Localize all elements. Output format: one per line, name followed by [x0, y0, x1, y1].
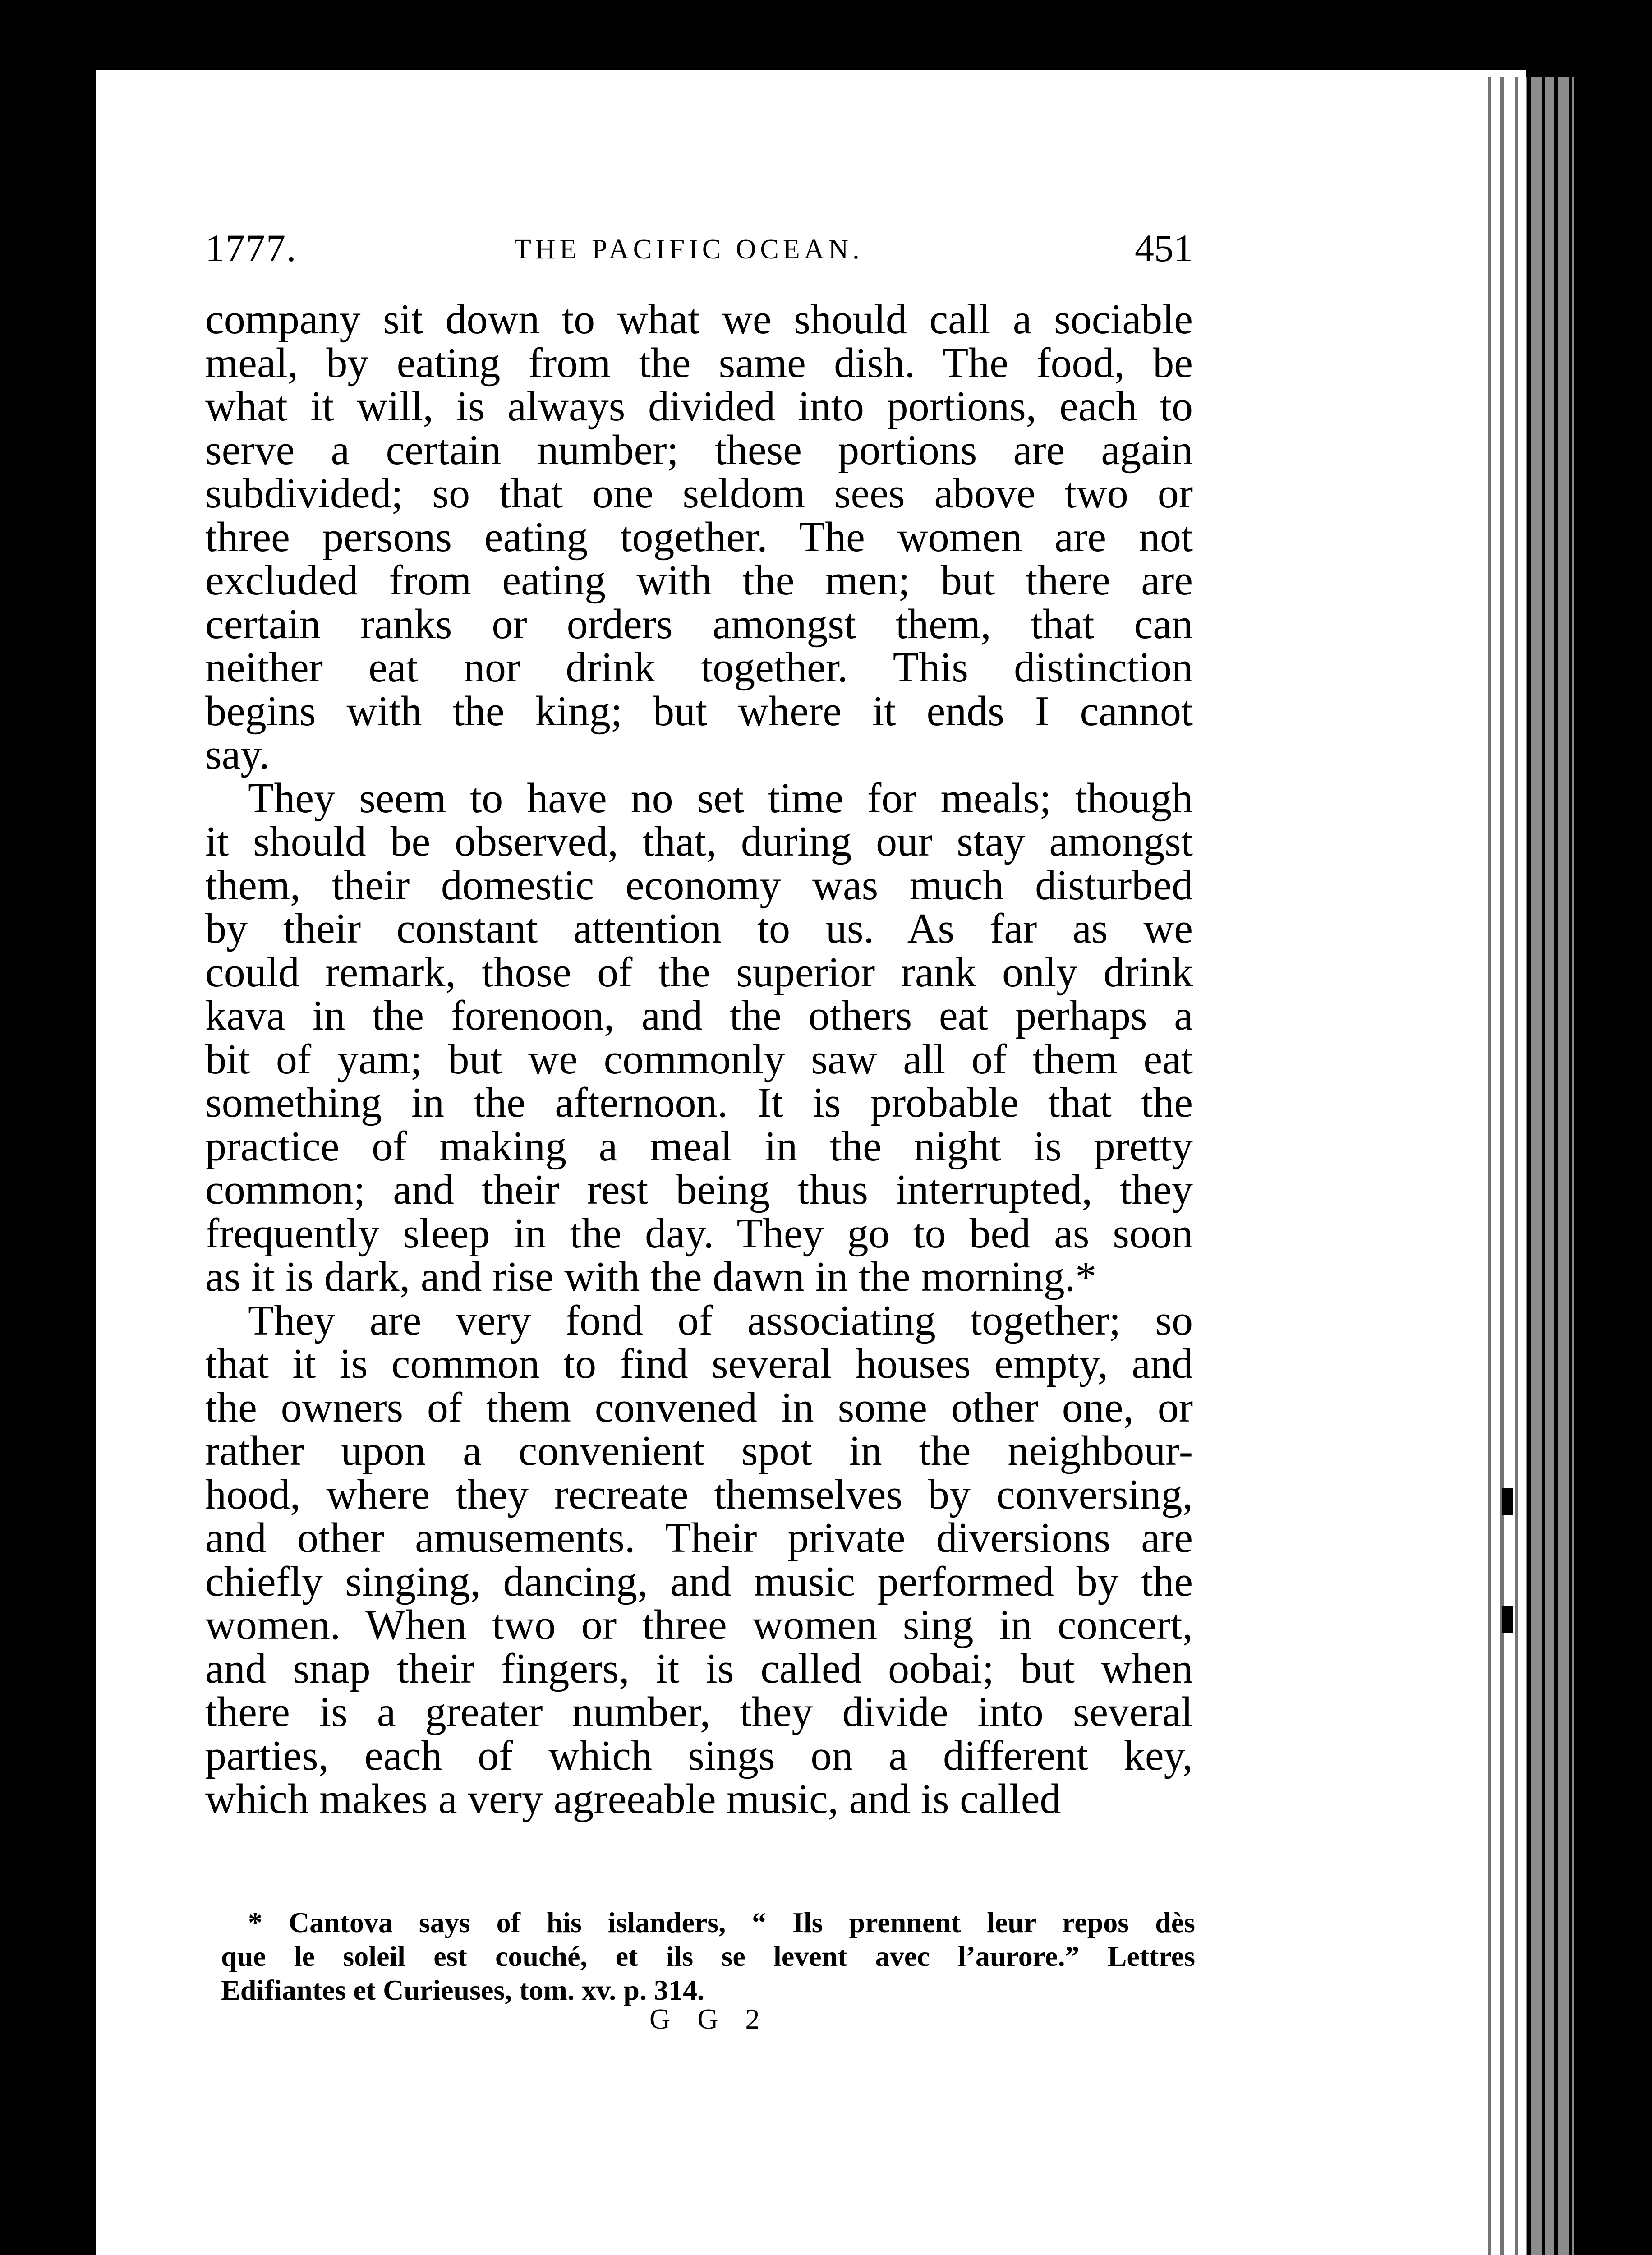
text-line: the owners of them convened in some other one, or	[205, 1384, 1193, 1431]
text-line: them, their domestic economy was much disturbed	[205, 861, 1193, 909]
text-line: there is a greater number, they divide into several	[205, 1689, 1193, 1735]
text-line: practice of making a meal in the night is pretty	[205, 1123, 1193, 1170]
text-line: neither eat nor drink together. This distinction	[205, 644, 1193, 691]
header-year: 1777.	[205, 226, 297, 270]
text-line: by their constant attention to us. As far as we	[205, 905, 1193, 952]
text-line: which makes a very agreeable music, and is called	[205, 1776, 1061, 1822]
text-line: parties, each of which sings on a different key,	[205, 1732, 1193, 1779]
header-title: THE PACIFIC OCEAN.	[514, 234, 864, 265]
margin-ink-mark	[1502, 1488, 1513, 1515]
page-edge-shadow	[1488, 77, 1574, 2255]
page-number: 451	[1135, 226, 1193, 270]
text-line: it should be observed, that, during our stay amongst	[205, 818, 1193, 865]
text-line: frequently sleep in the day. They go to bed as soon	[205, 1210, 1193, 1257]
text-line: subdivided; so that one seldom sees above two or	[205, 470, 1193, 517]
text-line: common; and their rest being thus interrupted, they	[205, 1166, 1193, 1213]
running-head	[205, 226, 1193, 280]
text-line: certain ranks or orders amongst them, that can	[205, 600, 1193, 648]
top-edge-rule	[496, 63, 1524, 68]
text-line: excluded from eating with the men; but there are	[205, 557, 1193, 604]
text-line: say.	[205, 731, 270, 778]
text-line: as it is dark, and rise with the dawn in the morning.*	[205, 1253, 1097, 1300]
text-line: serve a certain number; these portions are again	[205, 426, 1193, 474]
text-line: rather upon a convenient spot in the neighbour-	[205, 1427, 1193, 1474]
text-line: and snap their fingers, it is called oobai; but when	[205, 1645, 1193, 1692]
text-line: women. When two or three women sing in concert,	[205, 1602, 1193, 1648]
text-line: something in the afternoon. It is probable that the	[205, 1079, 1193, 1126]
text-line: and other amusements. Their private diversions are	[205, 1514, 1193, 1561]
text-line: company sit down to what we should call a sociable	[205, 296, 1193, 343]
text-line: could remark, those of the superior rank only drink	[205, 948, 1193, 996]
footnote	[221, 1905, 1195, 2007]
margin-ink-mark	[1502, 1606, 1513, 1633]
text-line: chiefly singing, dancing, and music performed by the	[205, 1558, 1193, 1605]
text-line: three persons eating together. The women are not	[205, 513, 1193, 561]
text-line: what it will, is always divided into portions, each to	[205, 383, 1193, 430]
text-line: that it is common to find several houses empty, and	[205, 1340, 1193, 1387]
footnote-line: Edifiantes et Curieuses, tom. xv. p. 314.	[221, 1974, 704, 2006]
text-line: begins with the king; but where it ends I cannot	[205, 687, 1193, 735]
text-line: They seem to have no set time for meals; though	[248, 774, 1193, 822]
text-line: meal, by eating from the same dish. The food, be	[205, 339, 1193, 387]
signature-mark: G G 2	[649, 2003, 770, 2035]
text-line: bit of yam; but we commonly saw all of them eat	[205, 1035, 1193, 1083]
footnote-line: que le soleil est couché, et ils se levent avec l’aurore.” Lettres	[221, 1940, 1195, 1972]
text-line: They are very fond of associating together; so	[248, 1297, 1193, 1344]
text-line: kava in the forenoon, and the others eat perhaps a	[205, 992, 1193, 1039]
text-line: hood, where they recreate themselves by conversing,	[205, 1471, 1193, 1518]
body-text	[205, 298, 1193, 1821]
footnote-line: * Cantova says of his islanders, “ Ils prennent leur repos dès	[248, 1906, 1195, 1938]
